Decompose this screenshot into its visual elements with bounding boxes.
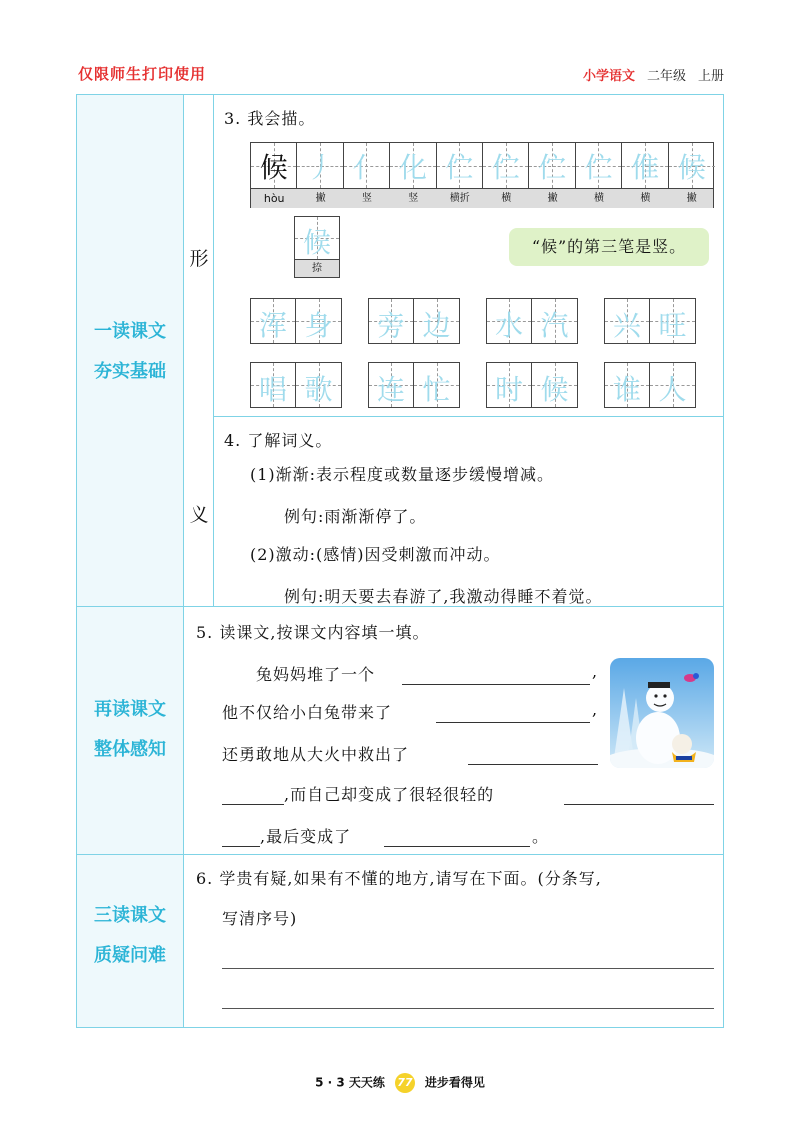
last-stroke-cell[interactable] (294, 216, 340, 278)
answer-blank[interactable] (468, 764, 598, 765)
divider (183, 94, 184, 1028)
q4-item2-example: 例句:明天要去春游了,我激动得睡不着觉。 (284, 587, 603, 606)
trace-char: 连 (376, 373, 405, 406)
trace-char: 时 (494, 373, 523, 406)
answer-line[interactable] (222, 1008, 714, 1009)
q4-item2: (2)激动:(感情)因受刺激而冲动。 (250, 545, 501, 564)
trace-char: 旁 (376, 309, 405, 342)
q5-sentence-5: ,最后变成了 (260, 827, 352, 846)
section-3-line2: 质疑问难 (94, 945, 166, 966)
print-notice: 仅限师生打印使用 (78, 65, 207, 83)
stroke-name: 竖 (361, 193, 372, 204)
trace-char: 人 (658, 373, 687, 406)
form-label: 形 (189, 248, 209, 270)
stroke-name: 横折 (449, 193, 470, 204)
stroke-glyph: 丿 (306, 151, 335, 184)
answer-blank[interactable] (384, 846, 530, 847)
q4-title: 4. 了解词义。 (224, 431, 333, 450)
q3-title: 3. 我会描。 (224, 109, 316, 128)
stroke-glyph: 候 (677, 151, 706, 184)
stroke-glyph: 化 (398, 151, 427, 184)
divider (76, 854, 724, 855)
stroke-name: 横 (593, 193, 604, 204)
word-trace-box[interactable] (486, 362, 578, 408)
book-info (583, 65, 724, 84)
answer-line[interactable] (222, 968, 714, 969)
q6-title: 6. 学贵有疑,如果有不懂的地方,请写在下面。(分条写, (196, 869, 602, 888)
word-trace-box[interactable] (604, 362, 696, 408)
divider (213, 416, 724, 417)
section-2-line1: 再读课文 (94, 699, 166, 720)
word-trace-box[interactable] (250, 298, 342, 344)
trace-char: 候 (540, 373, 569, 406)
q4-item1: (1)渐渐:表示程度或数量逐步缓慢增减。 (250, 465, 555, 484)
answer-blank[interactable] (564, 804, 714, 805)
stroke-cell[interactable] (622, 143, 668, 188)
q5-comma: , (592, 662, 599, 681)
page-footer (0, 1073, 800, 1093)
footer-series: 5 · 3 天天练 (315, 1075, 385, 1090)
stroke-cell[interactable] (669, 143, 715, 188)
stroke-cell[interactable] (390, 143, 436, 188)
footer-slogan: 进步看得见 (424, 1075, 485, 1090)
grade-label: 二年级 (646, 69, 686, 84)
word-trace-box[interactable] (604, 298, 696, 344)
section-1-line2: 夯实基础 (94, 361, 166, 382)
section-3-label (77, 896, 183, 976)
trace-char: 身 (304, 309, 333, 342)
stroke-name: 竖 (408, 193, 419, 204)
stroke-glyph: 伫 (538, 151, 567, 184)
main-char: 候 (259, 151, 288, 184)
stroke-cell[interactable] (576, 143, 622, 188)
q5-title: 5. 读课文,按课文内容填一填。 (196, 623, 430, 642)
section-2-line2: 整体感知 (94, 739, 166, 760)
answer-blank[interactable] (222, 804, 284, 805)
word-trace-box[interactable] (250, 362, 342, 408)
subject-label: 小学语文 (582, 69, 635, 84)
q5-comma: , (592, 700, 599, 719)
section-2-label (77, 690, 183, 770)
trace-char: 唱 (258, 373, 287, 406)
stroke-name: 横 (640, 193, 651, 204)
stroke-cell[interactable] (483, 143, 529, 188)
word-trace-box[interactable] (368, 298, 460, 344)
stroke-glyph: 候 (302, 226, 331, 259)
q6-title-continued: 写清序号) (222, 909, 298, 928)
stroke-name: 撇 (686, 193, 697, 204)
word-trace-box[interactable] (368, 362, 460, 408)
stroke-name: 横 (501, 193, 512, 204)
snowman-illustration (610, 658, 714, 768)
word-trace-box[interactable] (486, 298, 578, 344)
stroke-glyph: 伫 (445, 151, 474, 184)
answer-blank[interactable] (402, 684, 590, 685)
stroke-cell[interactable] (437, 143, 483, 188)
section-1-label (77, 312, 183, 392)
trace-char: 歌 (304, 373, 333, 406)
main-char-cell (251, 143, 297, 188)
trace-char: 浑 (258, 309, 287, 342)
trace-char: 旺 (658, 309, 687, 342)
stroke-cell[interactable] (344, 143, 390, 188)
pinyin-label: hòu (263, 192, 285, 205)
q5-sentence-4: ,而自己却变成了很轻很轻的 (284, 785, 495, 804)
meaning-label: 义 (189, 504, 209, 526)
q5-sentence-2: 他不仅给小白兔带来了 (222, 703, 393, 722)
stroke-order-strip (250, 142, 714, 208)
q5-sentence-1: 兔妈妈堆了一个 (256, 665, 376, 684)
trace-char: 水 (494, 309, 523, 342)
section-3-line1: 三读课文 (94, 905, 166, 926)
trace-char: 兴 (612, 309, 641, 342)
trace-char: 谁 (612, 373, 641, 406)
stroke-glyph: 伫 (584, 151, 613, 184)
q5-period: 。 (532, 827, 550, 846)
divider (213, 94, 214, 606)
stroke-name: 捺 (295, 259, 339, 277)
page-number: 77 (395, 1073, 415, 1093)
answer-blank[interactable] (222, 846, 260, 847)
stroke-name-row (251, 188, 713, 208)
trace-char: 边 (422, 309, 451, 342)
stroke-glyph: 亻 (352, 151, 381, 184)
q5-sentence-3: 还勇敢地从大火中救出了 (222, 745, 410, 764)
answer-blank[interactable] (436, 722, 590, 723)
trace-char: 忙 (422, 373, 451, 406)
stroke-glyph: 倠 (630, 151, 659, 184)
stroke-cell[interactable] (297, 143, 343, 188)
stroke-cell[interactable] (529, 143, 575, 188)
stroke-tip: “候”的第三笔是竖。 (509, 228, 709, 266)
stroke-name: 撇 (547, 193, 558, 204)
stroke-glyph: 伫 (491, 151, 520, 184)
section-1-line1: 一读课文 (94, 321, 166, 342)
volume-label: 上册 (697, 69, 724, 84)
stroke-name: 撇 (315, 193, 326, 204)
trace-char: 汽 (540, 309, 569, 342)
q4-item1-example: 例句:雨渐渐停了。 (284, 507, 427, 526)
